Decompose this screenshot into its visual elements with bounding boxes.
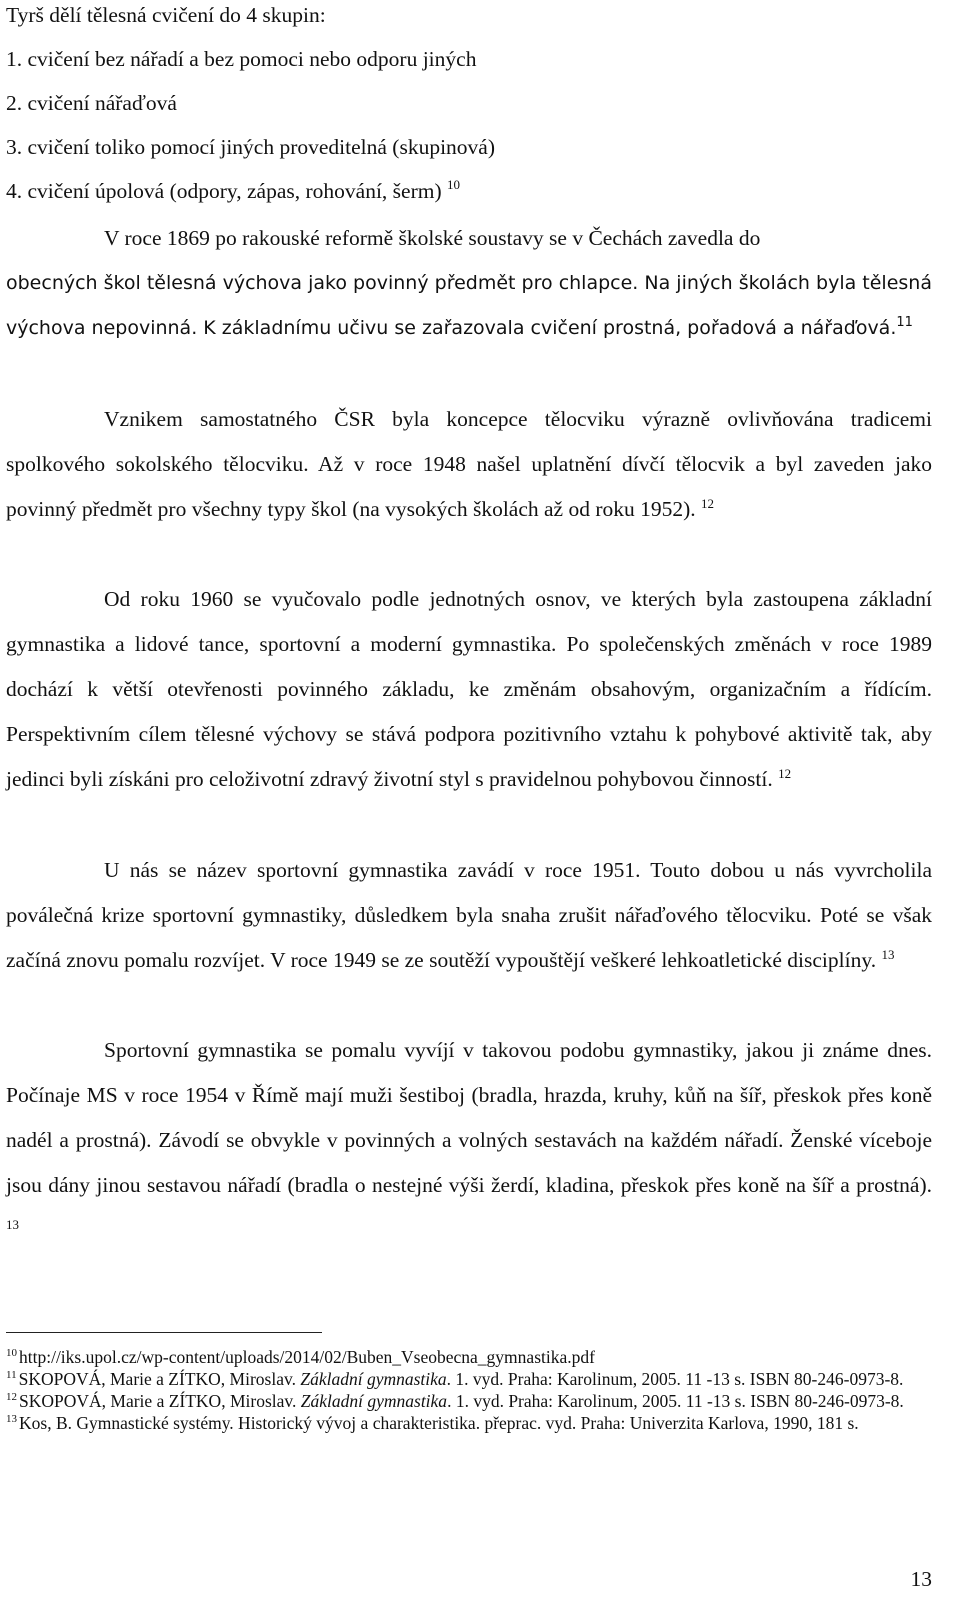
footnote-item: $^{12}$ SKOPOVÁ, Marie a ZÍTKO, Miroslav. Základní gymnastika. 1. vyd. Praha: Karolinum, 2005. 11 -13 s. ISBN 80-246-0973-8. (6, 1391, 904, 1411)
footnote-ref: 13 (6, 1217, 19, 1232)
list-item: 4. cvičení úpolová (odpory, zápas, rohování, šerm) $^{10}$ (6, 177, 461, 203)
footnotes (6, 1346, 912, 1434)
exercise-list (6, 4, 932, 202)
paragraph-2: Vznikem samostatného ČSR byla koncepce tělocviku výrazně ovlivňována tradicemi spolkového sokolského tělocviku. Až v roce 1948 našel uplatnění dívčí tělocvik a byl zaveden jako povinný předmět pro všechny typy škol (na vysokých školách až od roku 1952). $^{12}$ (6, 407, 932, 521)
footnote-item: $^{11}$ SKOPOVÁ, Marie a ZÍTKO, Miroslav. Základní gymnastika. 1. vyd. Praha: Karolinum, 2005. 11 -13 s. ISBN 80-246-0973-8. (6, 1369, 904, 1389)
list-item: 3. cvičení toliko pomocí jiných proveditelná (skupinová) (6, 135, 496, 159)
footnote-item: $^{13}$ Kos, B. Gymnastické systémy. Historický vývoj a charakteristika. přeprac. vyd. Praha: Univerzita Karlova, 1990, 181 s. (6, 1413, 859, 1433)
list-item: 1. cvičení bez nářadí a bez pomoci nebo odporu jiných (6, 47, 477, 71)
paragraph-4: U nás se název sportovní gymnastika zavádí v roce 1951. Touto dobou u nás vyvrcholila poválečná krize sportovní gymnastiky, důsledkem byla snaha zrušit nářaďového tělocviku. Poté se však začíná znovu pomalu rozvíjet. V roce 1949 se ze soutěží vypouštějí veškeré lehkoatletické disciplíny. $^{13}$ (6, 858, 932, 972)
footnote-divider (6, 1332, 322, 1333)
footnote-ref: 12 (778, 766, 792, 781)
paragraph-5: Sportovní gymnastika se pomalu vyvíjí v takovou podobu gymnastiky, jakou ji známe dnes. Počínaje MS v roce 1954 v Římě mají muži šestiboj (bradla, hrazda, kruhy, kůň na šíř, přeskok přes koně nadél a prostná). Závodí se obvykle v povinných a volných sestavách na každém nářadí. Ženské víceboje jsou dány jinou sestavou nářadí (bradla o nestejné výši žerdí, kladina, přeskok přes koně na šíř a prostná). $^{13}$ (6, 1038, 932, 1232)
paragraph-3: Od roku 1960 se vyučovalo podle jednotných osnov, ve kterých byla zastoupena základní gymnastika a lidové tance, sportovní a moderní gymnastika. Po společenských změnách v roce 1989 dochází k větší otevřenosti povinného základu, ke změnám obsahovým, organizačním a řídícím. Perspektivním cílem tělesné výchovy se stává podpora pozitivního vztahu k pohybové aktivitě tak, aby jedinci byli získáni pro celoživotní zdravý životní styl s pravidelnou pohybovou činností. $^{12}$ (6, 587, 932, 791)
footnote-ref: 12 (701, 496, 715, 511)
footnote-ref: 11 (896, 315, 913, 330)
list-intro: Tyrš dělí tělesná cvičení do 4 skupin: (6, 3, 326, 27)
footnote-ref: 10 (447, 177, 461, 192)
footnote-item: $^{10}$ http://iks.upol.cz/wp-content/uploads/2014/02/Buben_Vseobecna_gymnastika.pdf (6, 1347, 595, 1367)
page-number: 13 (910, 1567, 932, 1591)
list-item: 2. cvičení nářaďová (6, 91, 177, 115)
paragraph-1 (6, 216, 932, 351)
footnote-ref: 13 (881, 947, 895, 962)
paragraph-1-body: obecných škol tělesná výchova jako povinný předmět pro chlapce. Na jiných školách byla tělesná výchova nepovinná. K základnímu učivu se zařazovala cvičení prostná, pořadová a nářaďová.$^{11}$ (6, 272, 932, 339)
paragraph-1-first-line: V roce 1869 po rakouské reformě školské soustavy se v Čechách zavedla do (104, 226, 761, 250)
